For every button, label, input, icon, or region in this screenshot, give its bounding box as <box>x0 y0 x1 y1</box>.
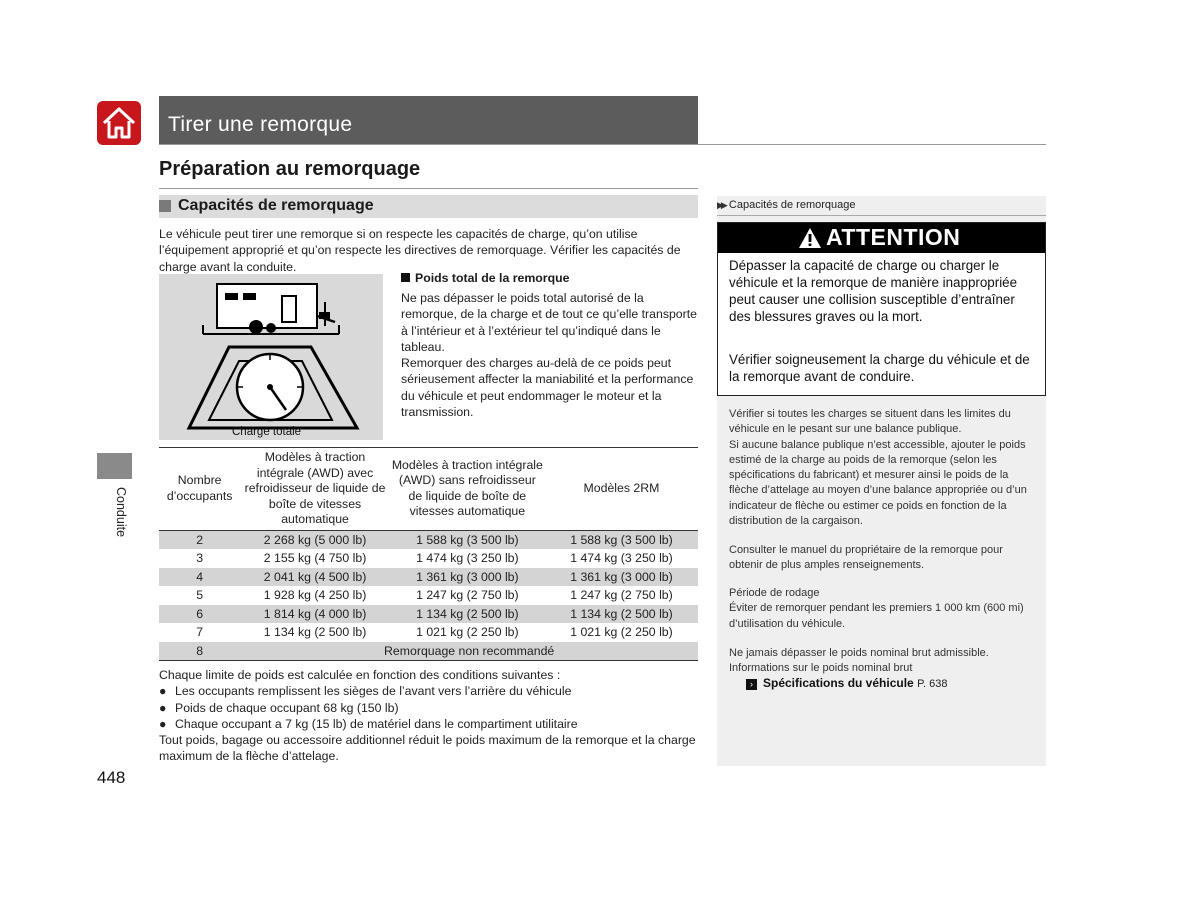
total-weight-text <box>401 290 701 420</box>
table-row <box>159 586 698 605</box>
chapter-title: Tirer une remorque <box>168 113 353 136</box>
attention-paragraph-2: Vérifier soigneusement la charge du véhicule et de la remorque avant de conduire. <box>729 352 1030 384</box>
chapter-side-label: Conduite <box>114 487 128 538</box>
table-cell: 1 588 kg (3 500 lb) <box>390 530 545 549</box>
trailer-scale-figure <box>159 274 383 440</box>
sidebar-note-gvwr <box>729 646 1039 677</box>
bullet-icon: ● <box>159 684 167 699</box>
attention-paragraph-1: Dépasser la capacité de charge ou charger le véhicule et la remorque de manière inappropriée peut causer une collision susceptible d’entraîner des blessures graves ou la mort. <box>729 258 1018 324</box>
table-cell: 1 021 kg (2 250 lb) <box>570 625 673 639</box>
conditions-block <box>159 667 699 765</box>
sidebar-reference-title: Capacités de remorquage <box>728 199 856 211</box>
list-item-text: Poids de chaque occupant 68 kg (150 lb) <box>175 700 399 715</box>
table-cell: 1 247 kg (2 750 lb) <box>416 588 519 602</box>
table-cell: 1 361 kg (3 000 lb) <box>545 568 698 587</box>
table-cell: 1 134 kg (2 500 lb) <box>390 605 545 624</box>
total-weight-paragraph-2: Remorquer des charges au-delà de ce poids peut sérieusement affecter la maniabilité et la performance du véhicule et peut endommager le moteur et la transmission. <box>401 356 694 420</box>
conditions-closing: Tout poids, bagage ou accessoire additionnel réduit le poids maximum de la remorque et la charge maximum de la flèche d’attelage. <box>159 733 696 764</box>
table-cell: 1 928 kg (4 250 lb) <box>263 588 367 602</box>
col-header-awd-with-cooler: Modèles à traction intégrale (AWD) avec refroidisseur de liquide de boîte de vitesses automatique <box>240 448 389 531</box>
note-text: Vérifier si toutes les charges se situent dans les limites du véhicule en le pesant sur une balance publique. <box>729 408 1011 436</box>
sidebar-divider <box>717 215 1046 216</box>
home-button[interactable] <box>97 101 141 145</box>
table-cell-not-recommended: Remorquage non recommandé <box>240 642 698 661</box>
spec-link-label[interactable]: Spécifications du véhicule <box>763 676 914 690</box>
bullet-icon: ● <box>159 700 167 715</box>
table-cell: 4 <box>159 568 240 587</box>
table-row <box>159 549 698 568</box>
table-cell: 1 247 kg (2 750 lb) <box>570 588 673 602</box>
attention-label: ATTENTION <box>826 224 961 250</box>
figure-caption: Charge totale <box>232 426 302 438</box>
note-text: Ne jamais dépasser le poids nominal brut admissible. <box>729 647 989 659</box>
home-icon <box>97 101 141 145</box>
warning-icon <box>797 226 823 250</box>
note-title: Période de rodage <box>729 587 820 599</box>
table-header-row <box>159 448 698 531</box>
list-item-text: Chaque occupant a 7 kg (15 lb) de matériel dans le compartiment utilitaire <box>175 716 578 731</box>
attention-header <box>718 223 1045 253</box>
sidebar-note-manual: Consulter le manuel du propriétaire de la remorque pour obtenir de plus amples renseignements. <box>729 544 1003 572</box>
trailer-on-scale-illustration <box>159 274 383 440</box>
link-arrow-icon: › <box>746 679 757 690</box>
table-cell: 1 361 kg (3 000 lb) <box>390 568 545 587</box>
total-weight-title: Poids total de la remorque <box>415 271 570 285</box>
table-cell: 3 <box>196 551 204 565</box>
table-cell: 5 <box>196 588 204 602</box>
table-cell: 2 155 kg (4 750 lb) <box>263 551 367 565</box>
note-text: Éviter de remorquer pendant les premiers 1 000 km (600 mi) d’utilisation du véhicule. <box>729 602 1024 630</box>
col-header-awd-without-cooler: Modèles à traction intégrale (AWD) sans refroidisseur de liquide de boîte de vitesses automatique <box>390 448 545 531</box>
table-row <box>159 568 698 587</box>
table-cell: 1 021 kg (2 250 lb) <box>416 625 519 639</box>
bullet-icon: ● <box>159 716 167 731</box>
sidebar-reference <box>717 199 855 211</box>
note-text: Si aucune balance publique n’est accessible, ajouter le poids estimé de la charge au poids de la remorque (selon les spécifications du fabricant) et mesurer ainsi le poids de la flèche d’attelage au moyen d’une balance appropriée ou d’un indicateur de flèche ou estimer ce poids en fonction de la distribution de la cargaison. <box>729 438 1027 528</box>
col-header-2wd: Modèles 2RM <box>545 448 698 531</box>
list-item <box>159 683 699 699</box>
sidebar-note-weighing <box>729 407 1039 529</box>
table-cell: 1 134 kg (2 500 lb) <box>545 605 698 624</box>
table-cell: 1 588 kg (3 500 lb) <box>545 530 698 549</box>
square-bullet-icon <box>401 273 410 282</box>
conditions-lead: Chaque limite de poids est calculée en fonction des conditions suivantes : <box>159 668 561 682</box>
table-row <box>159 605 698 624</box>
table-cell: 1 474 kg (3 250 lb) <box>570 551 673 565</box>
towing-capacity-table <box>159 447 698 661</box>
subsection-bar <box>159 195 698 218</box>
table-row <box>159 530 698 549</box>
table-cell: 1 474 kg (3 250 lb) <box>416 551 519 565</box>
table-cell: 8 <box>159 642 240 661</box>
total-weight-heading <box>401 271 569 285</box>
table-cell: 2 <box>159 530 240 549</box>
col-header-occupants: Nombre d’occupants <box>159 448 240 531</box>
sidebar-note-break-in <box>729 586 1039 632</box>
list-item <box>159 716 699 732</box>
title-divider <box>159 144 1046 145</box>
page-number: 448 <box>97 768 126 787</box>
table-cell: 7 <box>196 625 204 639</box>
table-row <box>159 642 698 661</box>
section-title: Préparation au remorquage <box>159 158 421 180</box>
chapter-tab[interactable] <box>97 453 132 479</box>
total-weight-paragraph-1: Ne pas dépasser le poids total autorisé de la remorque, de la charge et de tout ce qu’elle transporte à l’intérieur et à l’extérieur tel qu’indiqué dans le tableau. <box>401 291 697 354</box>
list-item <box>159 700 699 716</box>
subsection-title: Capacités de remorquage <box>178 197 374 214</box>
table-cell: 2 268 kg (5 000 lb) <box>240 530 389 549</box>
section-divider <box>159 188 698 189</box>
intro-paragraph: Le véhicule peut tirer une remorque si on respecte les capacités de charge, qu’on utilise l’équipement approprié et qu’on respecte les directives de remorquage. Vérifier les capacités de charge avant la conduite. <box>159 227 681 274</box>
spec-link-page: P. 638 <box>917 678 948 690</box>
table-cell: 1 134 kg (2 500 lb) <box>263 625 367 639</box>
reference-arrow-icon: ▶▶ <box>717 200 725 210</box>
square-bullet-icon <box>159 200 171 212</box>
list-item-text: Les occupants remplissent les sièges de l’avant vers l’arrière du véhicule <box>175 684 572 699</box>
table-cell: 1 814 kg (4 000 lb) <box>240 605 389 624</box>
table-row <box>159 623 698 642</box>
table-cell: 2 041 kg (4 500 lb) <box>240 568 389 587</box>
table-cell: 6 <box>159 605 240 624</box>
note-text: Informations sur le poids nominal brut <box>729 662 913 675</box>
chapter-title-bar <box>159 96 698 144</box>
spec-link[interactable] <box>746 676 947 690</box>
